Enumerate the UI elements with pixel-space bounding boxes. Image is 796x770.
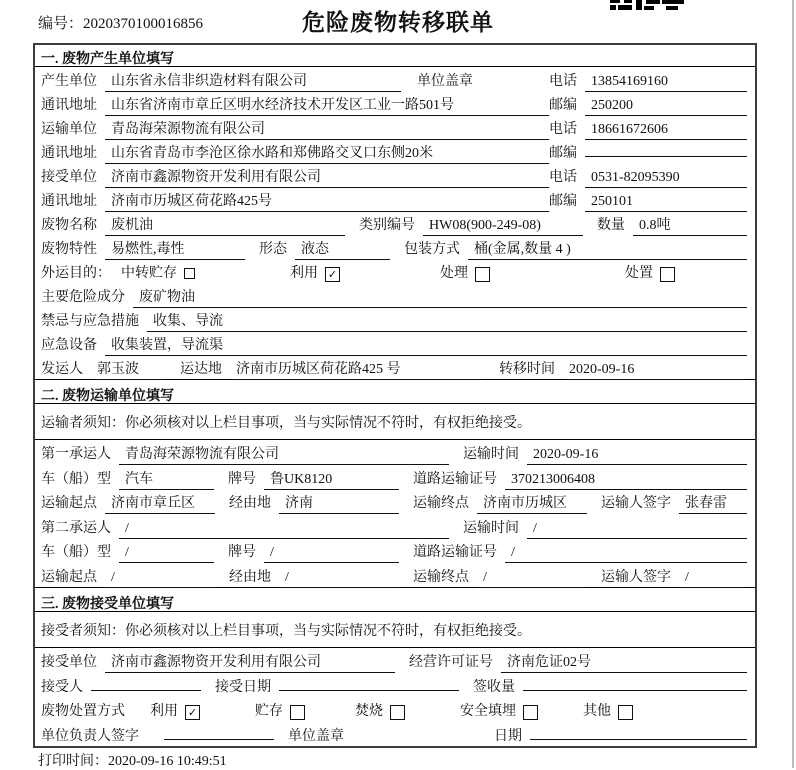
receive-unit-label: 接受单位 xyxy=(41,170,97,185)
row-vehicle1 xyxy=(35,465,755,490)
transport-zip-label: 邮编 xyxy=(549,146,577,161)
serial-label: 编号： xyxy=(38,16,84,32)
transport-phone-value: 18661672606 xyxy=(585,122,747,140)
disposal-option-utilize xyxy=(150,700,200,720)
producer-address-label: 通讯地址 xyxy=(41,98,97,113)
row-waste-name xyxy=(35,211,755,235)
checkbox-disposal-storage xyxy=(290,705,305,720)
disposal-option-other xyxy=(583,700,633,720)
plate2-label: 牌号 xyxy=(228,545,256,560)
destination-value: 济南市历城区荷花路425 号 xyxy=(230,358,485,380)
via1-label: 经由地 xyxy=(229,496,271,511)
vehicle-type2-label: 车（船）型 xyxy=(41,545,111,560)
checkbox-dispose xyxy=(660,267,675,282)
row-accept-unit xyxy=(35,648,755,673)
checkbox-transfer-storage xyxy=(184,268,195,279)
vehicle-type1-value: 汽车 xyxy=(119,468,214,490)
receive-unit-value: 济南市鑫源物资开发利用有限公司 xyxy=(105,166,549,188)
category-code-value: HW08(900-249-08) xyxy=(423,218,583,236)
hazard-component-value: 废矿物油 xyxy=(133,286,747,308)
packing-value: 桶(金属,数量 4 ) xyxy=(468,238,747,260)
row-disposal-method xyxy=(35,697,755,722)
row-second-carrier xyxy=(35,514,755,539)
row-producer-address-left xyxy=(41,91,549,116)
packing-label: 包装方式 xyxy=(404,242,460,257)
row-emergency-equipment xyxy=(35,331,755,355)
shipper-value: 郭玉波 xyxy=(91,358,166,380)
row-receive-address-left xyxy=(41,187,549,212)
producer-value: 山东省永信非织造材料有限公司 xyxy=(105,70,401,92)
transport-unit-label: 运输单位 xyxy=(41,122,97,137)
purpose-option-dispose xyxy=(625,262,675,282)
disposal-option-incinerate-label: 焚烧 xyxy=(355,704,383,719)
plate2-value: / xyxy=(264,545,399,563)
row-vehicle2 xyxy=(35,538,755,563)
row-transport-unit xyxy=(35,115,755,139)
transport-time1-label: 运输时间 xyxy=(463,447,519,462)
taboo-measures-value: 收集、导流 xyxy=(147,310,747,332)
acceptor-label: 接受人 xyxy=(41,679,83,695)
transfer-time-label: 转移时间 xyxy=(499,362,555,377)
row-producer xyxy=(35,67,755,91)
receive-address-label: 通讯地址 xyxy=(41,194,97,209)
via1-value: 济南 xyxy=(279,492,399,514)
origin1-value: 济南市章丘区 xyxy=(105,492,215,514)
section1-header: 一. 废物产生单位填写 xyxy=(35,45,755,67)
accept-unit-label: 接受单位 xyxy=(41,655,97,670)
producer-phone-value: 13854169160 xyxy=(585,74,747,92)
sign2-value: / xyxy=(679,570,747,588)
row-transport-address xyxy=(35,139,755,163)
purpose-option-utilize xyxy=(290,262,340,282)
page-edge-line xyxy=(792,0,794,768)
print-time-line xyxy=(38,750,227,770)
vehicle-type2-value: / xyxy=(119,545,214,563)
end1-label: 运输终点 xyxy=(413,496,469,511)
waste-name-value: 废机油 xyxy=(105,214,345,236)
road-license1-value: 370213006408 xyxy=(505,472,747,490)
row-receive-unit xyxy=(35,163,755,187)
transport-address-value: 山东省青岛市李沧区徐水路和郑佛路交叉口东侧20米 xyxy=(105,142,549,164)
waste-form-value: 液态 xyxy=(295,238,390,260)
disposal-option-landfill-label: 安全填埋 xyxy=(460,704,516,719)
receive-phone-value: 0531-82095390 xyxy=(585,170,747,188)
checkbox-disposal-other xyxy=(618,705,633,720)
emergency-equipment-label: 应急设备 xyxy=(41,338,97,353)
plate1-label: 牌号 xyxy=(228,471,256,487)
leader-sign-value xyxy=(164,723,274,740)
manifest-form xyxy=(33,43,757,748)
purpose-option-transfer-storage-label: 中转贮存 xyxy=(121,266,177,281)
row-transport-address-left xyxy=(41,139,549,164)
checkbox-utilize: ✓ xyxy=(325,267,340,282)
taboo-measures-label: 禁忌与应急措施 xyxy=(41,314,139,329)
first-carrier-value: 青岛海荣源物流有限公司 xyxy=(119,443,449,465)
date-value xyxy=(530,723,747,740)
waste-trait-value: 易燃性,毒性 xyxy=(105,238,245,260)
transport-unit-value: 青岛海荣源物流有限公司 xyxy=(105,118,549,140)
producer-zip-label: 邮编 xyxy=(549,98,577,113)
disposal-option-utilize-label: 利用 xyxy=(150,704,178,719)
transport-time1-value: 2020-09-16 xyxy=(527,447,747,465)
origin2-label: 运输起点 xyxy=(41,569,97,585)
disposal-option-incinerate xyxy=(355,700,405,720)
signed-amount-label: 签收量 xyxy=(473,679,515,695)
quantity-label: 数量 xyxy=(597,218,625,233)
vehicle-type1-label: 车（船）型 xyxy=(41,471,111,487)
signed-amount-value xyxy=(523,674,747,691)
waste-name-label: 废物名称 xyxy=(41,218,97,233)
row-hazard-component xyxy=(35,283,755,307)
road-license2-label: 道路运输证号 xyxy=(413,545,497,560)
row-producer-address xyxy=(35,91,755,115)
row-receive-unit-left xyxy=(41,163,549,188)
section3-notice: 接受者须知：你必须核对以上栏目事项，当与实际情况不符时，有权拒绝接受。 xyxy=(35,612,755,648)
unit-seal2-label: 单位盖章 xyxy=(288,728,344,744)
transport-time2-label: 运输时间 xyxy=(463,520,519,536)
origin1-label: 运输起点 xyxy=(41,496,97,511)
purpose-option-transfer-storage xyxy=(121,262,195,282)
serial-value: 2020370100016856 xyxy=(83,16,204,32)
transfer-time-value: 2020-09-16 xyxy=(563,362,747,380)
row-taboo-measures xyxy=(35,307,755,331)
checkbox-treat xyxy=(475,267,490,282)
page-title: 危险废物转移联单 xyxy=(302,10,494,35)
purpose-option-utilize-label: 利用 xyxy=(290,266,318,281)
producer-address-value: 山东省济南市章丘区明水经济技术开发区工业一路501号 xyxy=(105,94,549,116)
transport-address-label: 通讯地址 xyxy=(41,146,97,161)
purpose-option-dispose-label: 处置 xyxy=(625,266,653,281)
disposal-option-landfill xyxy=(460,700,538,720)
receive-phone-label: 电话 xyxy=(549,170,577,185)
category-code-label: 类别编号 xyxy=(359,218,415,233)
waste-trait-label: 废物特性 xyxy=(41,242,97,257)
disposal-option-other-label: 其他 xyxy=(583,704,611,719)
hazard-component-label: 主要危险成分 xyxy=(41,290,125,305)
checkbox-disposal-utilize: ✓ xyxy=(185,705,200,720)
via2-label: 经由地 xyxy=(229,569,271,585)
road-license2-value: / xyxy=(505,545,747,563)
purpose-label: 外运目的： xyxy=(41,266,111,281)
end1-value: 济南市历城区 xyxy=(477,492,587,514)
destination-label: 运达地 xyxy=(180,362,222,377)
checkbox-disposal-incinerate xyxy=(390,705,405,720)
quantity-value: 0.8吨 xyxy=(633,214,747,236)
row-waste-trait xyxy=(35,235,755,259)
accept-unit-value: 济南市鑫源物资开发利用有限公司 xyxy=(105,651,395,673)
second-carrier-label: 第二承运人 xyxy=(41,520,111,536)
date-label: 日期 xyxy=(494,728,522,744)
accept-date-label: 接受日期 xyxy=(215,679,271,695)
sign1-label: 运输人签字 xyxy=(601,496,671,511)
disposal-option-storage xyxy=(255,700,305,720)
via2-value: / xyxy=(279,570,399,588)
producer-zip-value: 250200 xyxy=(585,98,747,116)
shipper-label: 发运人 xyxy=(41,362,83,377)
row-producer-left xyxy=(41,67,549,92)
transport-zip-value xyxy=(585,140,747,157)
first-carrier-label: 第一承运人 xyxy=(41,447,111,462)
receive-zip-value: 250101 xyxy=(585,194,747,212)
row-leader-sign xyxy=(35,722,755,747)
receive-zip-label: 邮编 xyxy=(549,194,577,209)
row-route2 xyxy=(35,563,755,588)
sign1-value: 张春雷 xyxy=(679,492,747,514)
purpose-option-treat xyxy=(440,262,490,282)
disposal-option-storage-label: 贮存 xyxy=(255,704,283,719)
transport-phone-label: 电话 xyxy=(549,122,577,137)
origin2-value: / xyxy=(105,570,215,588)
disposal-method-label: 废物处置方式 xyxy=(41,704,125,719)
permit-label: 经营许可证号 xyxy=(409,655,493,670)
row-transport-unit-left xyxy=(41,115,549,140)
emergency-equipment-value: 收集装置，导流渠 xyxy=(105,334,747,356)
row-acceptor xyxy=(35,673,755,698)
print-time-label: 打印时间： xyxy=(38,754,108,769)
waste-form-label: 形态 xyxy=(259,242,287,257)
section2-header: 二. 废物运输单位填写 xyxy=(35,379,755,404)
producer-label: 产生单位 xyxy=(41,74,97,89)
second-carrier-value: / xyxy=(119,521,449,539)
section2-notice: 运输者须知：你必须核对以上栏目事项，当与实际情况不符时，有权拒绝接受。 xyxy=(35,404,755,440)
permit-value: 济南危证02号 xyxy=(501,651,747,673)
receive-address-value: 济南市历城区荷花路425号 xyxy=(105,190,549,212)
transport-time2-value: / xyxy=(527,521,747,539)
row-first-carrier xyxy=(35,440,755,465)
road-license1-label: 道路运输证号 xyxy=(413,471,497,487)
row-purpose xyxy=(35,259,755,283)
accept-date-value xyxy=(279,674,459,691)
row-route1 xyxy=(35,489,755,514)
end2-label: 运输终点 xyxy=(413,569,469,585)
row-shipper xyxy=(35,355,755,379)
producer-phone-label: 电话 xyxy=(549,74,577,89)
end2-value: / xyxy=(477,570,587,588)
acceptor-value xyxy=(91,674,201,691)
print-time-value: 2020-09-16 10:49:51 xyxy=(108,754,227,769)
leader-sign-label: 单位负责人签字 xyxy=(41,728,139,744)
purpose-option-treat-label: 处理 xyxy=(440,266,468,281)
section3-header: 三. 废物接受单位填写 xyxy=(35,587,755,612)
unit-seal-label: 单位盖章 xyxy=(417,74,473,89)
checkbox-disposal-landfill xyxy=(523,705,538,720)
sign2-label: 运输人签字 xyxy=(601,569,671,585)
plate1-value: 鲁UK8120 xyxy=(264,468,399,490)
row-receive-address xyxy=(35,187,755,211)
